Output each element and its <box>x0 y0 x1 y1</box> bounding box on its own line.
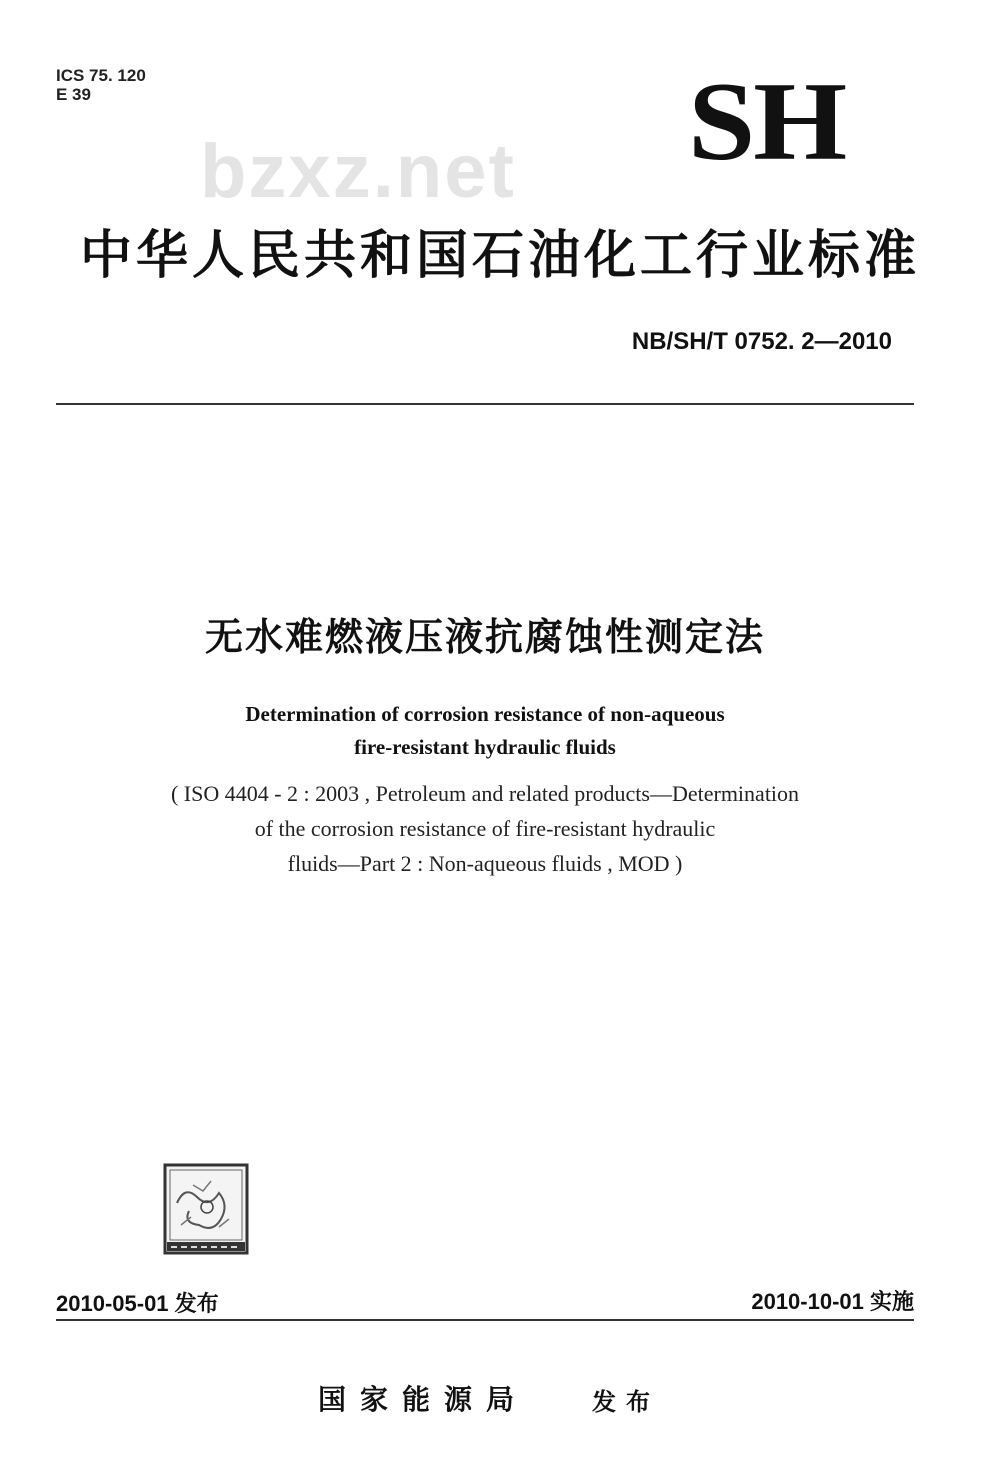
iso-ref-line-3: fluids—Part 2 : Non-aqueous fluids , MOD ) <box>287 851 683 876</box>
footer-divider <box>56 1319 914 1321</box>
document-title-chinese: 无水难燃液压液抗腐蚀性测定法 <box>204 615 765 659</box>
implement-date: 2010-10-01 实施 <box>751 1289 914 1314</box>
watermark: bzxz.net <box>200 129 516 214</box>
anti-counterfeit-seal-icon <box>163 1163 249 1255</box>
iso-reference <box>0 776 970 881</box>
issuing-authority: 国家能源局 <box>318 1383 529 1416</box>
ics-code: ICS 75. 120 <box>56 66 146 85</box>
standard-category-title: 中华人民共和国石油化工行业标准 <box>79 226 920 286</box>
standard-number: NB/SH/T 0752. 2—2010 <box>631 328 892 355</box>
iso-ref-line-1: ( ISO 4404 - 2 : 2003 , Petroleum and related products—Determination <box>170 781 800 806</box>
sector-logo: SH <box>688 60 846 184</box>
iso-ref-line-2: of the corrosion resistance of fire-resistant hydraulic <box>254 816 716 841</box>
title-en-line-1: Determination of corrosion resistance of non-aqueous <box>245 702 725 726</box>
ccs-code: E 39 <box>56 85 91 104</box>
header-divider <box>56 403 914 405</box>
issuing-verb: 发布 <box>592 1388 660 1416</box>
title-en-line-2: fire-resistant hydraulic fluids <box>354 735 616 759</box>
document-title-english <box>0 698 970 764</box>
publish-date: 2010-05-01 发布 <box>56 1291 219 1316</box>
classification-codes <box>56 66 146 104</box>
